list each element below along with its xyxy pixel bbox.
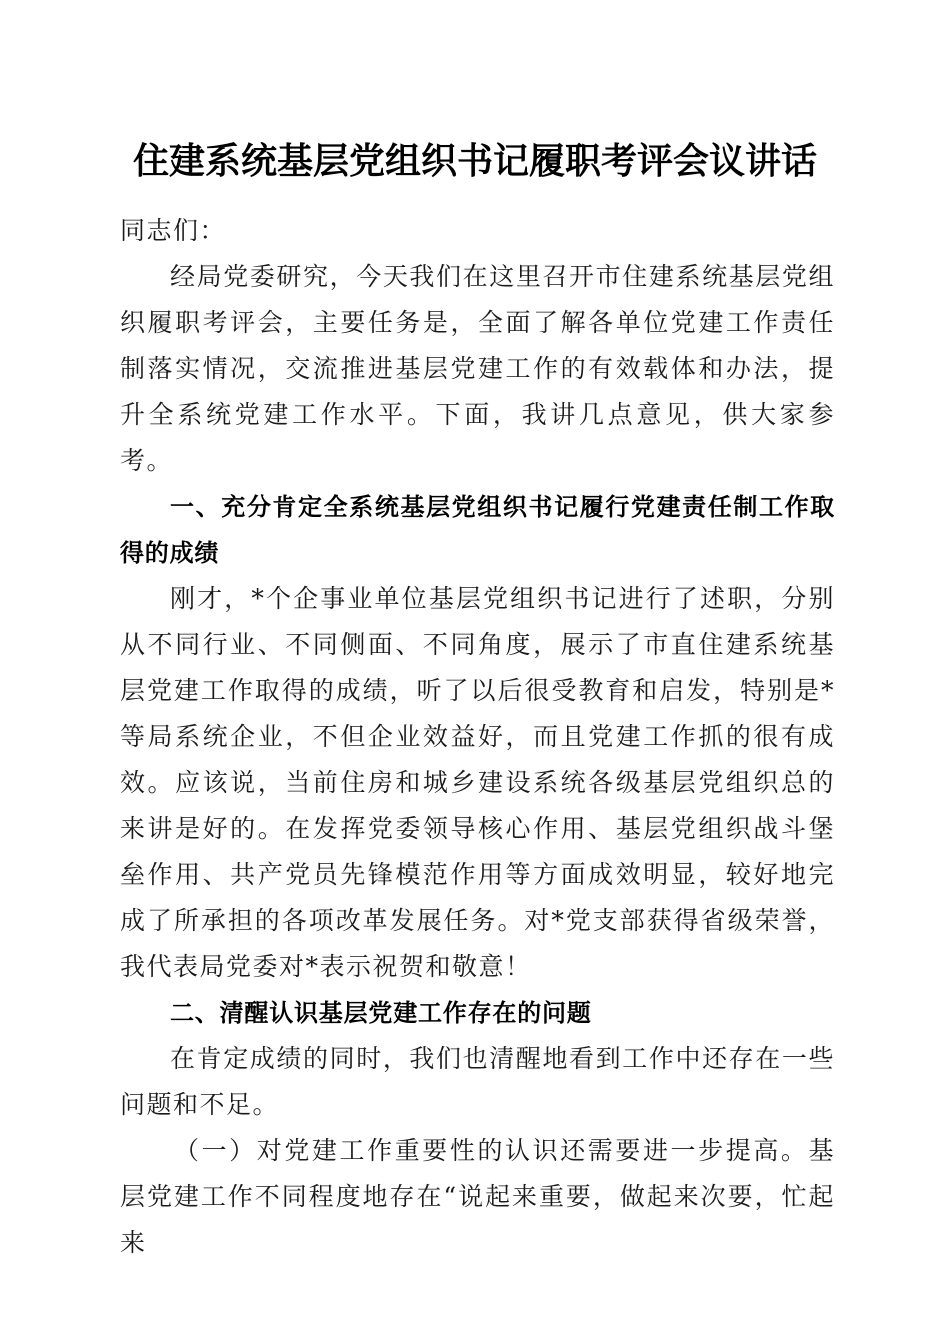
salutation: 同志们： — [120, 216, 227, 245]
section-2-heading: 二、清醒认识基层党建工作存在的问题 — [170, 999, 592, 1027]
section-1-heading: 一、充分肯定全系统基层党组织书记履行党建责任制工作取得的成绩 — [120, 493, 835, 567]
section-1-paragraph: 刚才，*个企事业单位基层党组织书记进行了述职，分别从不同行业、不同侧面、不同角度，展示了市直住建系统基层党建工作取得的成绩，听了以后很受教育和启发，特别是*等局系统企业，不但企业效益好，而且党建工作抓的很有成效。应该说，当前住房和城乡建设系统各级基层党组织总的来讲是好的。在发挥党委领导核心作用、基层党组织战斗堡垒作用、共产党员先锋模范作用等方面成效明显，较好地完成了所承担的各项改革发展任务。对*党支部获得省级荣誉，我代表局党委对*表示祝贺和敬意！ — [120, 584, 835, 981]
intro-paragraph: 经局党委研究，今天我们在这里召开市住建系统基层党组织履职考评会，主要任务是，全面了解各单位党建工作责任制落实情况，交流推进基层党建工作的有效载体和办法，提升全系统党建工作水平。下面，我讲几点意见，供大家参考。 — [120, 262, 835, 475]
document-title: 住建系统基层党组织书记履职考评会议讲话 — [132, 140, 817, 182]
document-body — [120, 208, 835, 1266]
subsection-1-paragraph: （一）对党建工作重要性的认识还需要进一步提高。基层党建工作不同程度地存在“说起来重要，做起来次要，忙起来 — [120, 1136, 835, 1257]
section-2-intro-paragraph: 在肯定成绩的同时，我们也清醒地看到工作中还存在一些问题和不足。 — [120, 1044, 835, 1119]
